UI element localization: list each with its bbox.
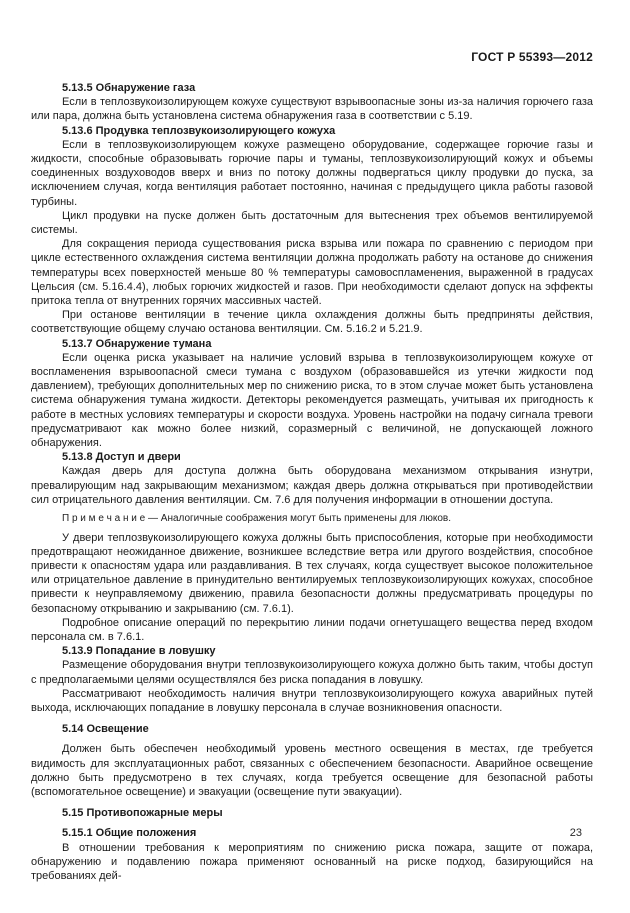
paragraph: Если оценка риска указывает на наличие условий взрыва в теплозвукоизолирующем кожухе от воспламенения взрывоопасной смеси тумана с воздухом (образовавшейся из утечки жидкости под давлением), требующих дополнительных мер по снижению риска, то в этом случае может быть установлена система обнаружения тумана жидкости. Детекторы рекомендуется размещать, учитывая их пригодность к работе в местных условиях температуры и скорости воздуха. Уровень настройки на подачу сигнала тревоги предусматривают как можно более низкий, соразмерный с величиной, не допускающей ложного обнаружения. <box>31 351 593 450</box>
paragraph: Каждая дверь для доступа должна быть оборудована механизмом открывания изнутри, превалирующим над закрывающим механизмом; каждая дверь должна открываться при противодействии сил отрицательного давления вентиляции. См. 7.6 для получения информации в отношении доступа. <box>31 465 593 506</box>
paragraph: У двери теплозвукоизолирующего кожуха должны быть приспособления, которые при необходимости предотвращают неожиданное движение, возникшее вследствие ветра или другого воздействия, способное привести к опасностям удара или раздавливания. В тех случаях, когда существует высокое положительное или отрицательное давление в принудительно вентилируемых теплозвукоизолирующих кожухах, способное привести к неуправляемому движению, правила безопасности должны предусматривать процедуры по безопасному открыванию и закрыванию (см. 7.6.1). <box>31 531 593 615</box>
note-paragraph: П р и м е ч а н и е — Аналогичные соображения могут быть применены для люков. <box>62 513 452 525</box>
paragraph: Подробное описание операций по перекрытию линии подачи огнетушащего вещества перед входом персонала см. в 7.6.1. <box>31 616 593 644</box>
paragraph: Цикл продувки на пуске должен быть достаточным для вытеснения трех объемов вентилируемой системы. <box>31 209 593 237</box>
paragraph: Если в теплозвукоизолирующем кожухе существуют взрывоопасные зоны из-за наличия горючего газа или пара, должна быть установлена система обнаружения газа в соответствии с 5.19. <box>31 96 593 123</box>
subsection-heading: 5.13.6 Продувка теплозвукоизолирующего кожуха <box>62 124 336 137</box>
subsection-heading: 5.13.5 Обнаружение газа <box>62 82 196 94</box>
subsection-heading: 5.13.9 Попадание в ловушку <box>62 645 216 658</box>
paragraph: Рассматривают необходимость наличия внутри теплозвукоизолирующего кожуха аварийных путей выхода, исключающих попадание в ловушку персонала в случае возникновения опасности. <box>31 687 593 715</box>
subsection-heading: 5.13.8 Доступ и двери <box>62 451 181 464</box>
subsection-heading: 5.15.1 Общие положения <box>62 827 197 840</box>
section-heading: 5.15 Противопожарные меры <box>62 807 223 820</box>
running-header-standard-number: ГОСТ Р 55393—2012 <box>471 50 593 64</box>
subsection-heading: 5.13.7 Обнаружение тумана <box>62 337 212 350</box>
paragraph: В отношении требования к мероприятиям по снижению риска пожара, защите от пожара, обнаружению и подавлению пожара применяют основанный на риске подход, базирующийся на требованиях дей- <box>31 841 593 883</box>
paragraph: Для сокращения периода существования риска взрыва или пожара по сравнению с периодом при цикле естественного охлаждения система вентиляции должна продолжать работу на останове до снижения температуры всех поверхностей меньше 80 % температуры самовоспламенения, выраженной в градусах Цельсия (см. 5.16.4.4), любых горючих жидкостей и газов. При необходимости сделают допуск на эффекты притока тепла от внутренних горячих массивных частей. <box>31 238 593 308</box>
paragraph: Должен быть обеспечен необходимый уровень местного освещения в местах, где требуется видимость для эксплуатационных работ, связанных с обеспечением безопасности. Аварийное освещение должно быть предусмотрено в тех случаях, когда требуется освещение для безопасной работы (вспомогательное освещение) и эвакуации (освещение пути эвакуации). <box>31 743 593 799</box>
paragraph: Размещение оборудования внутри теплозвукоизолирующего кожуха должно быть таким, чтобы доступ с предполагаемыми целями осуществлялся без риска попадания в ловушку. <box>31 659 593 686</box>
document-content <box>31 81 593 883</box>
paragraph: Если в теплозвукоизолирующем кожухе размещено оборудование, содержащее горючие газы и жидкости, способные образовывать горючие пары и туманы, теплозвукоизолирующий кожух и объемы соединенных воздуховодов вверх и вниз по потоку должны подвергаться циклу продувки до пуска, за исключением случая, когда вентиляция работает постоянно, начиная с предыдущего цикла работы газовой турбины. <box>31 138 593 208</box>
section-heading: 5.14 Освещение <box>62 723 149 736</box>
page-number: 23 <box>569 827 582 839</box>
paragraph: При останове вентиляции в течение цикла охлаждения должны быть предприняты действия, соответствующие общему случаю останова вентиляции. См. 5.16.2 и 5.21.9. <box>31 309 593 336</box>
